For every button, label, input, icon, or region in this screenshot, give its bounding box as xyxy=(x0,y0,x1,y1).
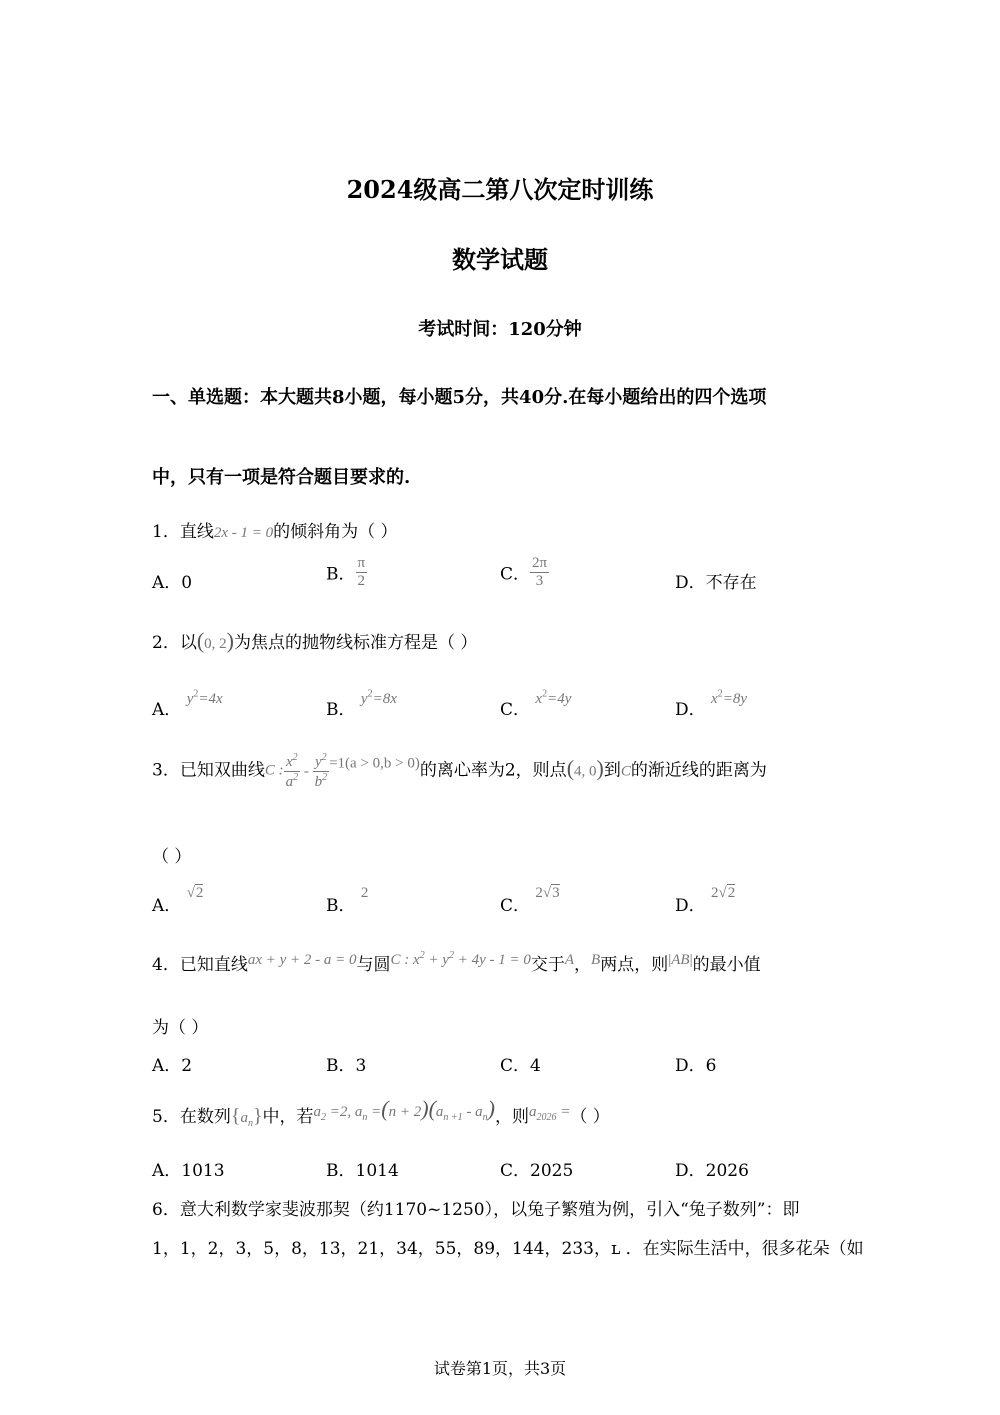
numerator: $x^2$ xyxy=(285,752,298,770)
question-text: 的倾斜角为（ ） xyxy=(273,522,398,542)
target-term: $a_{2026}$ = xyxy=(528,1104,571,1123)
question-2 xyxy=(152,628,477,654)
option-label: C． xyxy=(500,896,531,916)
question-text: （ ） xyxy=(570,1107,610,1127)
option-d xyxy=(675,882,735,916)
option-c xyxy=(500,1051,541,1076)
math-expression: =8x xyxy=(372,691,397,707)
option-label: B． xyxy=(326,896,356,916)
question-number: 2． xyxy=(152,633,180,653)
math-expression: =4x xyxy=(198,691,223,707)
variable: x xyxy=(711,691,718,707)
question-text: 在数列 xyxy=(179,1107,231,1127)
question-number: 4． xyxy=(152,955,180,975)
option-value: 2025 xyxy=(530,1161,574,1181)
subject-title: 数学试题 xyxy=(452,245,548,274)
math-symbol: C xyxy=(620,763,631,780)
option-value: 不存在 xyxy=(705,573,757,593)
question-text: 的最小值 xyxy=(692,955,761,975)
fraction xyxy=(313,752,330,790)
option-value: 2 xyxy=(181,1056,193,1076)
option-b xyxy=(326,1156,399,1181)
option-label: B． xyxy=(326,564,356,585)
option-label: D． xyxy=(675,896,706,916)
option-a xyxy=(152,1156,225,1181)
option-b xyxy=(326,1051,366,1076)
option-b xyxy=(326,688,397,720)
question-text: 两点，则 xyxy=(600,955,669,975)
fraction xyxy=(284,752,301,790)
option-label: B． xyxy=(326,700,356,720)
option-label: A． xyxy=(152,1161,182,1181)
denominator: $b^2$ xyxy=(314,771,328,790)
fraction xyxy=(356,555,368,589)
question-text: 以 xyxy=(179,633,197,653)
question-text: 交于 xyxy=(530,955,565,975)
option-value: 2026 xyxy=(705,1161,749,1181)
denominator: 3 xyxy=(535,572,544,589)
option-d xyxy=(675,1156,749,1181)
math-value: 2 xyxy=(727,885,736,901)
math-expression: =1(a > 0,b > 0) xyxy=(329,755,420,772)
question-text: 已知双曲线 xyxy=(179,760,265,781)
question-number: 3． xyxy=(152,760,180,781)
option-label: C． xyxy=(500,1056,531,1076)
page-footer: 试卷第1页，共3页 xyxy=(433,1359,567,1378)
option-value: 6 xyxy=(705,1056,717,1076)
option-a xyxy=(152,1051,192,1076)
question-text: 已知直线 xyxy=(179,955,248,975)
math-expression: 2x - 1 = 0 xyxy=(213,525,274,541)
sequence: $a_n$ xyxy=(240,1110,253,1129)
abs-bar: | xyxy=(668,952,672,968)
option-value: 0 xyxy=(181,573,193,593)
left-paren: ( xyxy=(566,755,575,781)
option-c xyxy=(500,688,571,720)
exponent: 2 xyxy=(367,688,373,700)
variable: x xyxy=(535,691,543,707)
option-label: B． xyxy=(326,1161,356,1181)
point-coordinates: 0, 2 xyxy=(204,636,227,652)
option-a xyxy=(152,568,192,593)
math-expression: C : $x^2 + y^2 + 4y - 1 = 0$ xyxy=(390,950,531,968)
math-value: 2 xyxy=(195,885,204,901)
option-label: A． xyxy=(152,896,182,916)
option-a xyxy=(152,882,203,916)
exponent: 2 xyxy=(193,688,199,700)
section-heading-line2: 中，只有一项是符合题目要求的. xyxy=(152,467,411,488)
question-text: ，则 xyxy=(494,1107,529,1127)
option-label: A． xyxy=(152,700,182,720)
condition: $a_2 =2$, $a_n =(n + 2)(a_{n +1} - a_n)$ xyxy=(313,1096,495,1123)
math-expression: =8y xyxy=(722,691,747,707)
section-heading-line1: 一、单选题：本大题共8小题，每小题5分，共40分.在每小题给出的四个选项 xyxy=(152,387,767,408)
exponent: 2 xyxy=(542,688,548,700)
question-1 xyxy=(152,517,398,542)
denominator: 2 xyxy=(357,572,366,589)
option-a xyxy=(152,688,223,720)
option-c xyxy=(500,882,560,916)
math-expression: C : xyxy=(264,762,284,779)
math-expression: =4y xyxy=(547,691,572,707)
math-expression: ax + y + 2 - a = 0 xyxy=(247,952,357,968)
option-value: 3 xyxy=(355,1056,367,1076)
exam-title: 2024级高二第八次定时训练 xyxy=(346,175,654,204)
math-value: 3 xyxy=(552,885,560,901)
question-text: 中，若 xyxy=(262,1107,314,1127)
numerator: $y^2$ xyxy=(314,752,327,770)
option-label: A． xyxy=(152,1056,182,1076)
variable: y xyxy=(186,691,194,707)
option-value: 1014 xyxy=(355,1161,399,1181)
question-3-line2: （ ） xyxy=(152,847,192,867)
question-5 xyxy=(152,1096,610,1129)
option-label: D． xyxy=(675,700,706,720)
right-brace: } xyxy=(252,1105,263,1127)
numerator: 2π xyxy=(532,555,548,571)
sqrt-icon: √ xyxy=(542,885,552,901)
question-text: 的渐近线的距离为 xyxy=(630,760,767,781)
point-coordinates: 4, 0 xyxy=(574,763,597,780)
question-text: 直线 xyxy=(179,522,214,542)
numerator: π xyxy=(357,555,366,571)
question-text: 的离心率为2，则点 xyxy=(419,760,567,781)
option-value: 1013 xyxy=(181,1161,225,1181)
question-3 xyxy=(152,752,767,790)
sqrt-icon: √ xyxy=(718,885,727,901)
fraction xyxy=(530,555,549,589)
option-label: D． xyxy=(675,1161,706,1181)
option-label: D． xyxy=(675,1056,706,1076)
variable: y xyxy=(360,691,368,707)
math-value: 2 xyxy=(360,885,369,901)
abs-bar: | xyxy=(689,952,693,968)
question-text: 到 xyxy=(603,760,621,781)
question-6-line2: 1，1，2，3，5，8，13，21，34，55，89，144，233，ʟ ．在实际生活中，很多花朵（如 xyxy=(152,1239,864,1259)
option-value: 4 xyxy=(530,1056,541,1076)
option-label: C． xyxy=(500,564,531,585)
option-d xyxy=(675,1051,716,1076)
option-label: D． xyxy=(675,573,706,593)
minus-sign: - xyxy=(300,763,313,780)
option-label: C． xyxy=(500,700,531,720)
question-6-line1: 6．意大利数学家斐波那契（约1170~1250），以兔子繁殖为例，引入“兔子数列”：即 xyxy=(152,1200,800,1220)
question-text: 与圆 xyxy=(356,955,391,975)
segment-ab: AB xyxy=(671,952,690,968)
question-4-line2: 为（ ） xyxy=(152,1018,209,1038)
question-text: 为焦点的抛物线标准方程是（ ） xyxy=(233,633,478,653)
denominator: $a^2$ xyxy=(285,771,299,790)
right-paren: ) xyxy=(226,628,234,653)
option-c xyxy=(500,1156,573,1181)
option-d xyxy=(675,688,747,720)
right-paren: ) xyxy=(596,755,604,781)
exam-time: 考试时间：120分钟 xyxy=(418,319,582,340)
comma: ， xyxy=(574,955,592,975)
option-label: A． xyxy=(152,573,182,593)
option-b xyxy=(326,882,368,916)
option-d xyxy=(675,568,757,593)
exponent: 2 xyxy=(717,688,723,700)
math-value: 2 xyxy=(535,885,543,901)
point-a: A xyxy=(564,952,575,968)
option-b xyxy=(326,555,367,589)
option-c xyxy=(500,555,549,589)
question-4 xyxy=(152,950,761,975)
math-value: 2 xyxy=(711,885,719,901)
left-brace: { xyxy=(230,1105,241,1127)
question-number: 1． xyxy=(152,522,180,542)
point-b: B xyxy=(591,952,601,968)
question-number: 5． xyxy=(152,1107,180,1127)
left-paren: ( xyxy=(196,628,205,653)
option-label: B． xyxy=(326,1056,356,1076)
sqrt-icon: √ xyxy=(186,885,195,901)
option-label: C． xyxy=(500,1161,531,1181)
